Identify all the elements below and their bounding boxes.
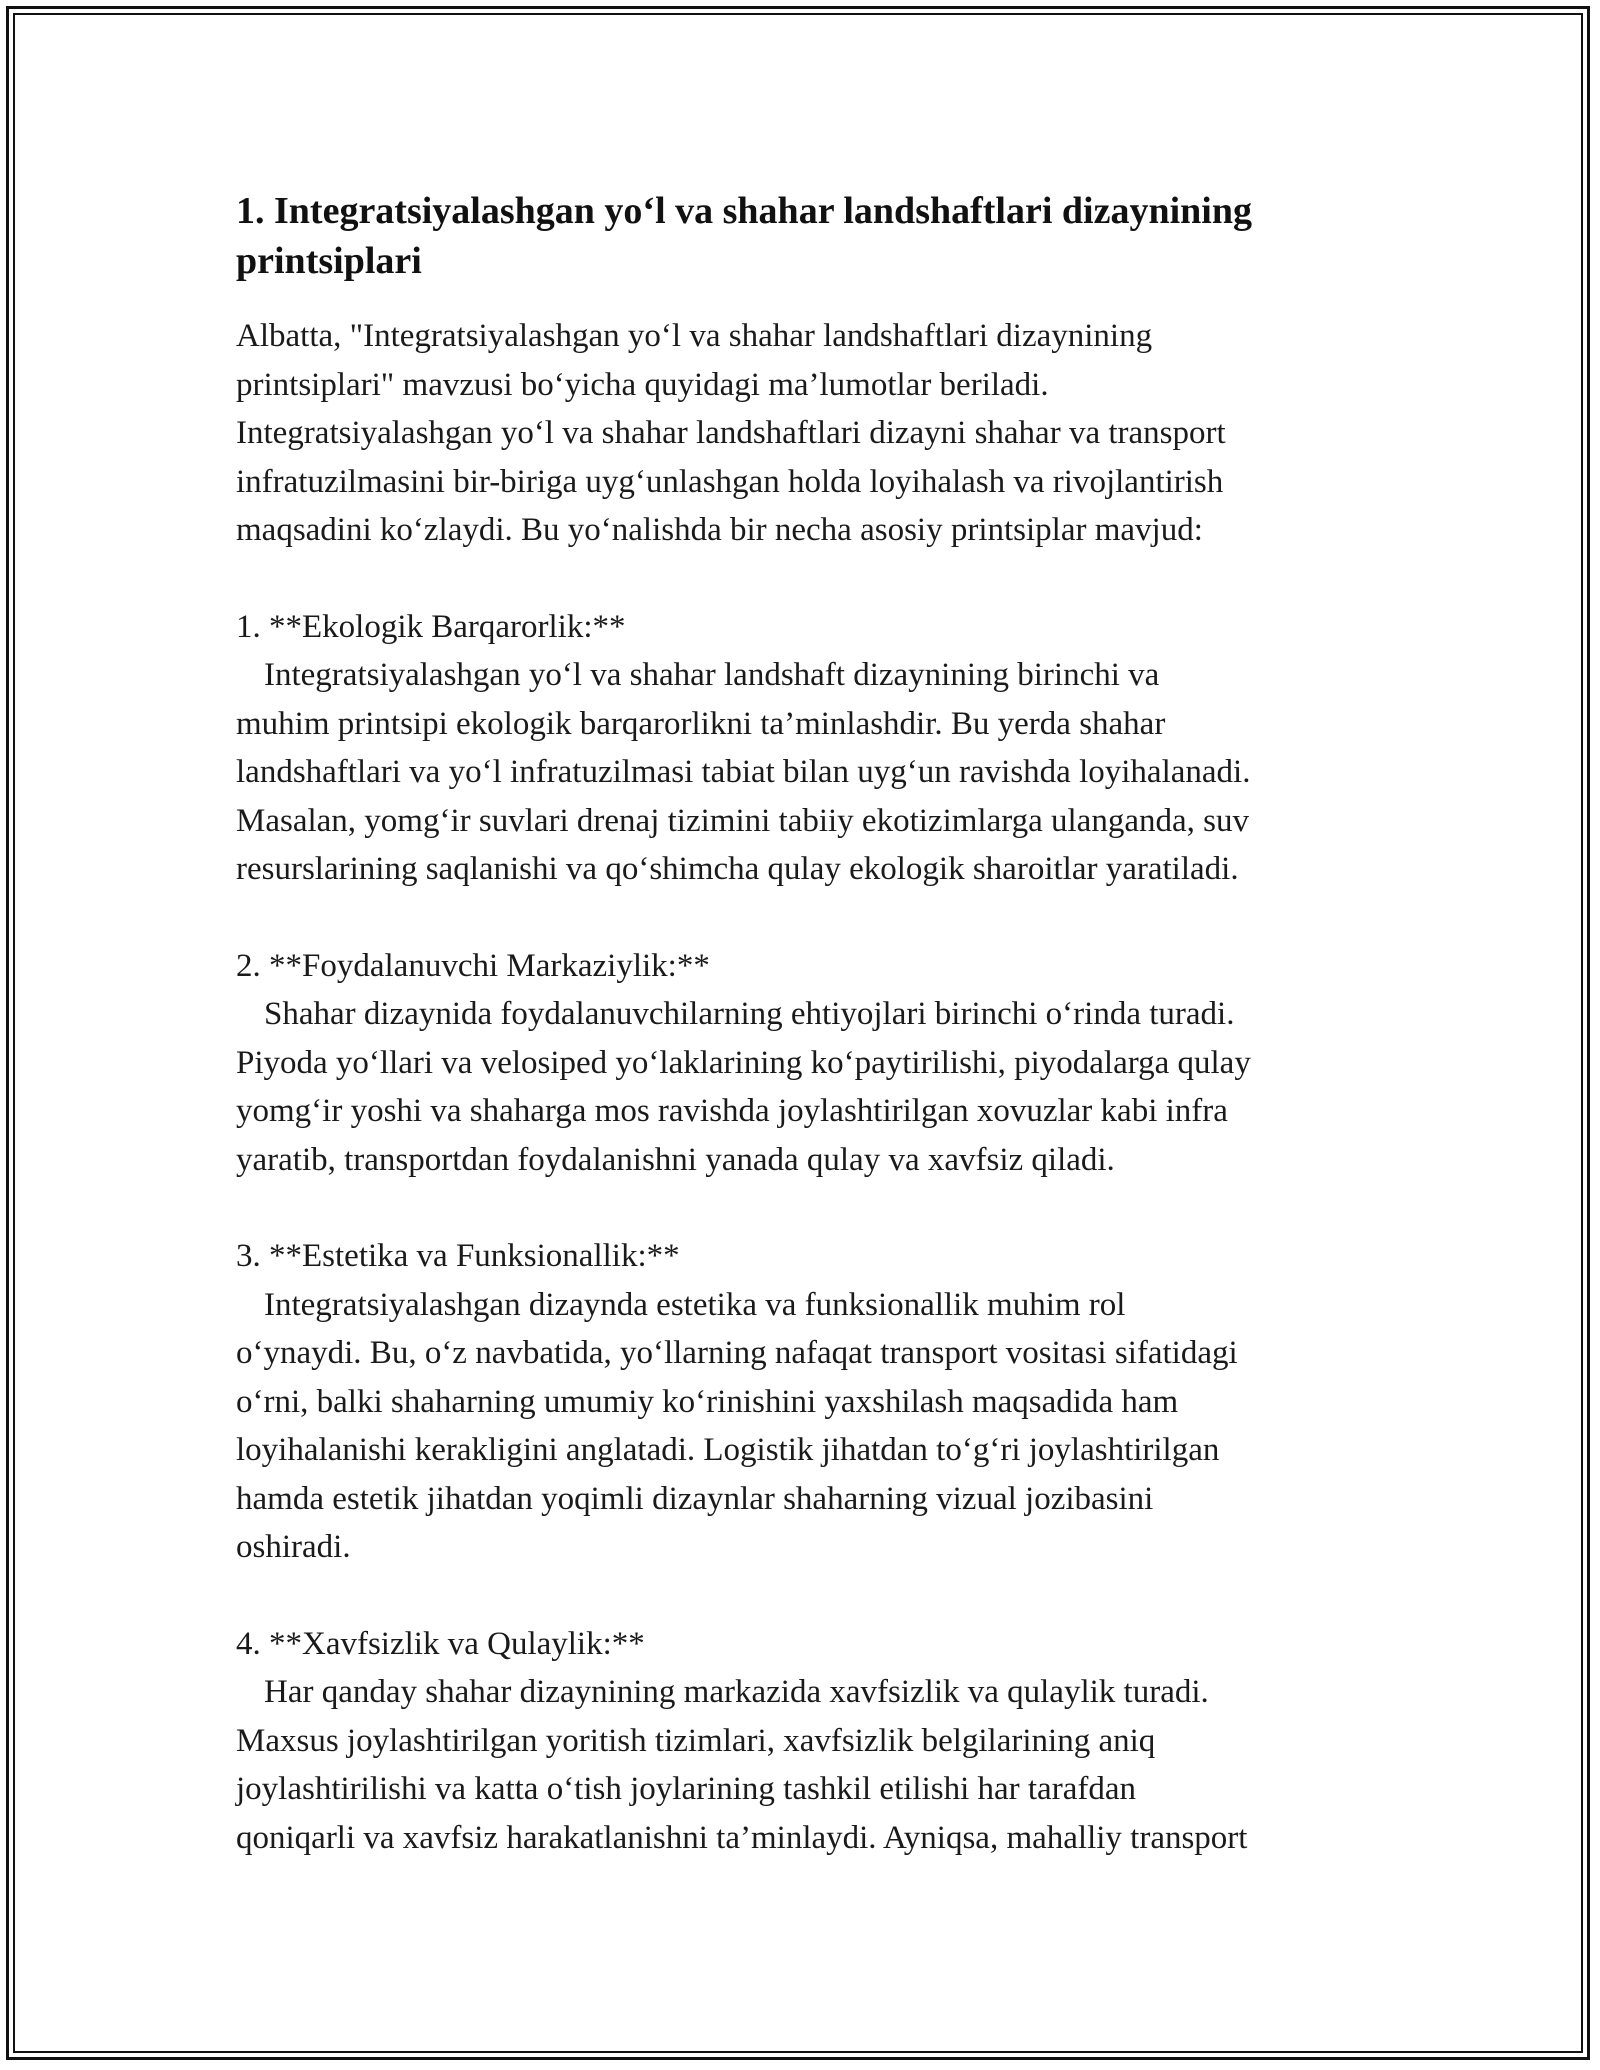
text-line: Har qanday shahar dizaynining markazida xavfsizlik va qulaylik turadi. [264, 1674, 1209, 1710]
text-line: qoniqarli va xavfsiz harakatlanishni ta’minlaydi. Ayniqsa, mahalliy transport [236, 1819, 1248, 1856]
section-foydalanuvchi-markaziylik [236, 942, 1386, 1185]
section-ekologik-barqarorlik [236, 603, 1386, 894]
text-line: hamda estetik jihatdan yoqimli dizaynlar shaharning vizual jozibasini [236, 1480, 1154, 1517]
text-line: o‘rni, balki shaharning umumiy ko‘rinishini yaxshilash maqsadida ham [236, 1383, 1179, 1420]
section-body [236, 651, 1386, 894]
text-line: Integratsiyalashgan yo‘l va shahar landshaftlari dizayni shahar va transport [236, 415, 1226, 451]
text-line: Integratsiyalashgan dizaynda estetika va funksionallik muhim rol [264, 1286, 1126, 1323]
section-estetika-funksionallik [236, 1232, 1386, 1572]
section-body [236, 1668, 1386, 1862]
title-line: printsiplari [236, 240, 422, 282]
text-line: Shahar dizaynida foydalanuvchilarning ehtiyojlari birinchi o‘rinda turadi. [264, 996, 1235, 1032]
section-heading: 2. **Foydalanuvchi Markaziylik:** [236, 947, 710, 984]
text-line: loyihalanishi kerakligini anglatadi. Logistik jihatdan to‘g‘ri joylashtirilgan [236, 1432, 1220, 1468]
section-heading: 4. **Xavfsizlik va Qulaylik:** [236, 1625, 645, 1662]
text-line: printsiplari" mavzusi bo‘yicha quyidagi ma’lumotlar beriladi. [236, 366, 1049, 403]
text-line: Albatta, "Integratsiyalashgan yo‘l va shahar landshaftlari dizaynining [236, 318, 1153, 354]
section-heading: 1. **Ekologik Barqarorlik:** [236, 608, 626, 645]
intro-paragraph [236, 312, 1386, 555]
section-body [236, 1281, 1386, 1572]
text-line: o‘ynaydi. Bu, o‘z navbatida, yo‘llarning nafaqat transport vositasi sifatidagi [236, 1335, 1238, 1371]
text-line: Integratsiyalashgan yo‘l va shahar landshaft dizaynining birinchi va [264, 657, 1160, 693]
text-line: Maxsus joylashtirilgan yoritish tizimlari, xavfsizlik belgilarining aniq [236, 1722, 1156, 1759]
text-line: Piyoda yo‘llari va velosiped yo‘laklarining ko‘paytirilishi, piyodalarga qulay [236, 1044, 1251, 1081]
document-title [236, 186, 1386, 286]
text-line: landshaftlari va yo‘l infratuzilmasi tabiat bilan uyg‘un ravishda loyihalanadi. [236, 754, 1251, 790]
text-line: yaratib, transportdan foydalanishni yanada qulay va xavfsiz qiladi. [236, 1141, 1115, 1178]
text-line: resurslarining saqlanishi va qo‘shimcha qulay ekologik sharoitlar yaratiladi. [236, 851, 1239, 887]
title-line: 1. Integratsiyalashgan yo‘l va shahar landshaftlari dizaynining [236, 190, 1252, 232]
section-xavfsizlik-qulaylik [236, 1620, 1386, 1863]
section-heading: 3. **Estetika va Funksionallik:** [236, 1238, 680, 1274]
text-line: joylashtirilishi va katta o‘tish joylarining tashkil etilishi har tarafdan [236, 1771, 1136, 1807]
text-line: infratuzilmasini bir-biriga uyg‘unlashgan holda loyihalash va rivojlantirish [236, 463, 1224, 500]
document-body [236, 186, 1386, 1910]
text-line: oshiradi. [236, 1529, 351, 1565]
text-line: Masalan, yomg‘ir suvlari drenaj tizimini tabiiy ekotizimlarga ulanganda, suv [236, 802, 1249, 839]
section-body [236, 990, 1386, 1184]
text-line: yomg‘ir yoshi va shaharga mos ravishda joylashtirilgan xovuzlar kabi infra [236, 1093, 1228, 1129]
text-line: muhim printsipi ekologik barqarorlikni ta’minlashdir. Bu yerda shahar [236, 705, 1166, 742]
text-line: maqsadini ko‘zlaydi. Bu yo‘nalishda bir necha asosiy printsiplar mavjud: [236, 512, 1203, 548]
